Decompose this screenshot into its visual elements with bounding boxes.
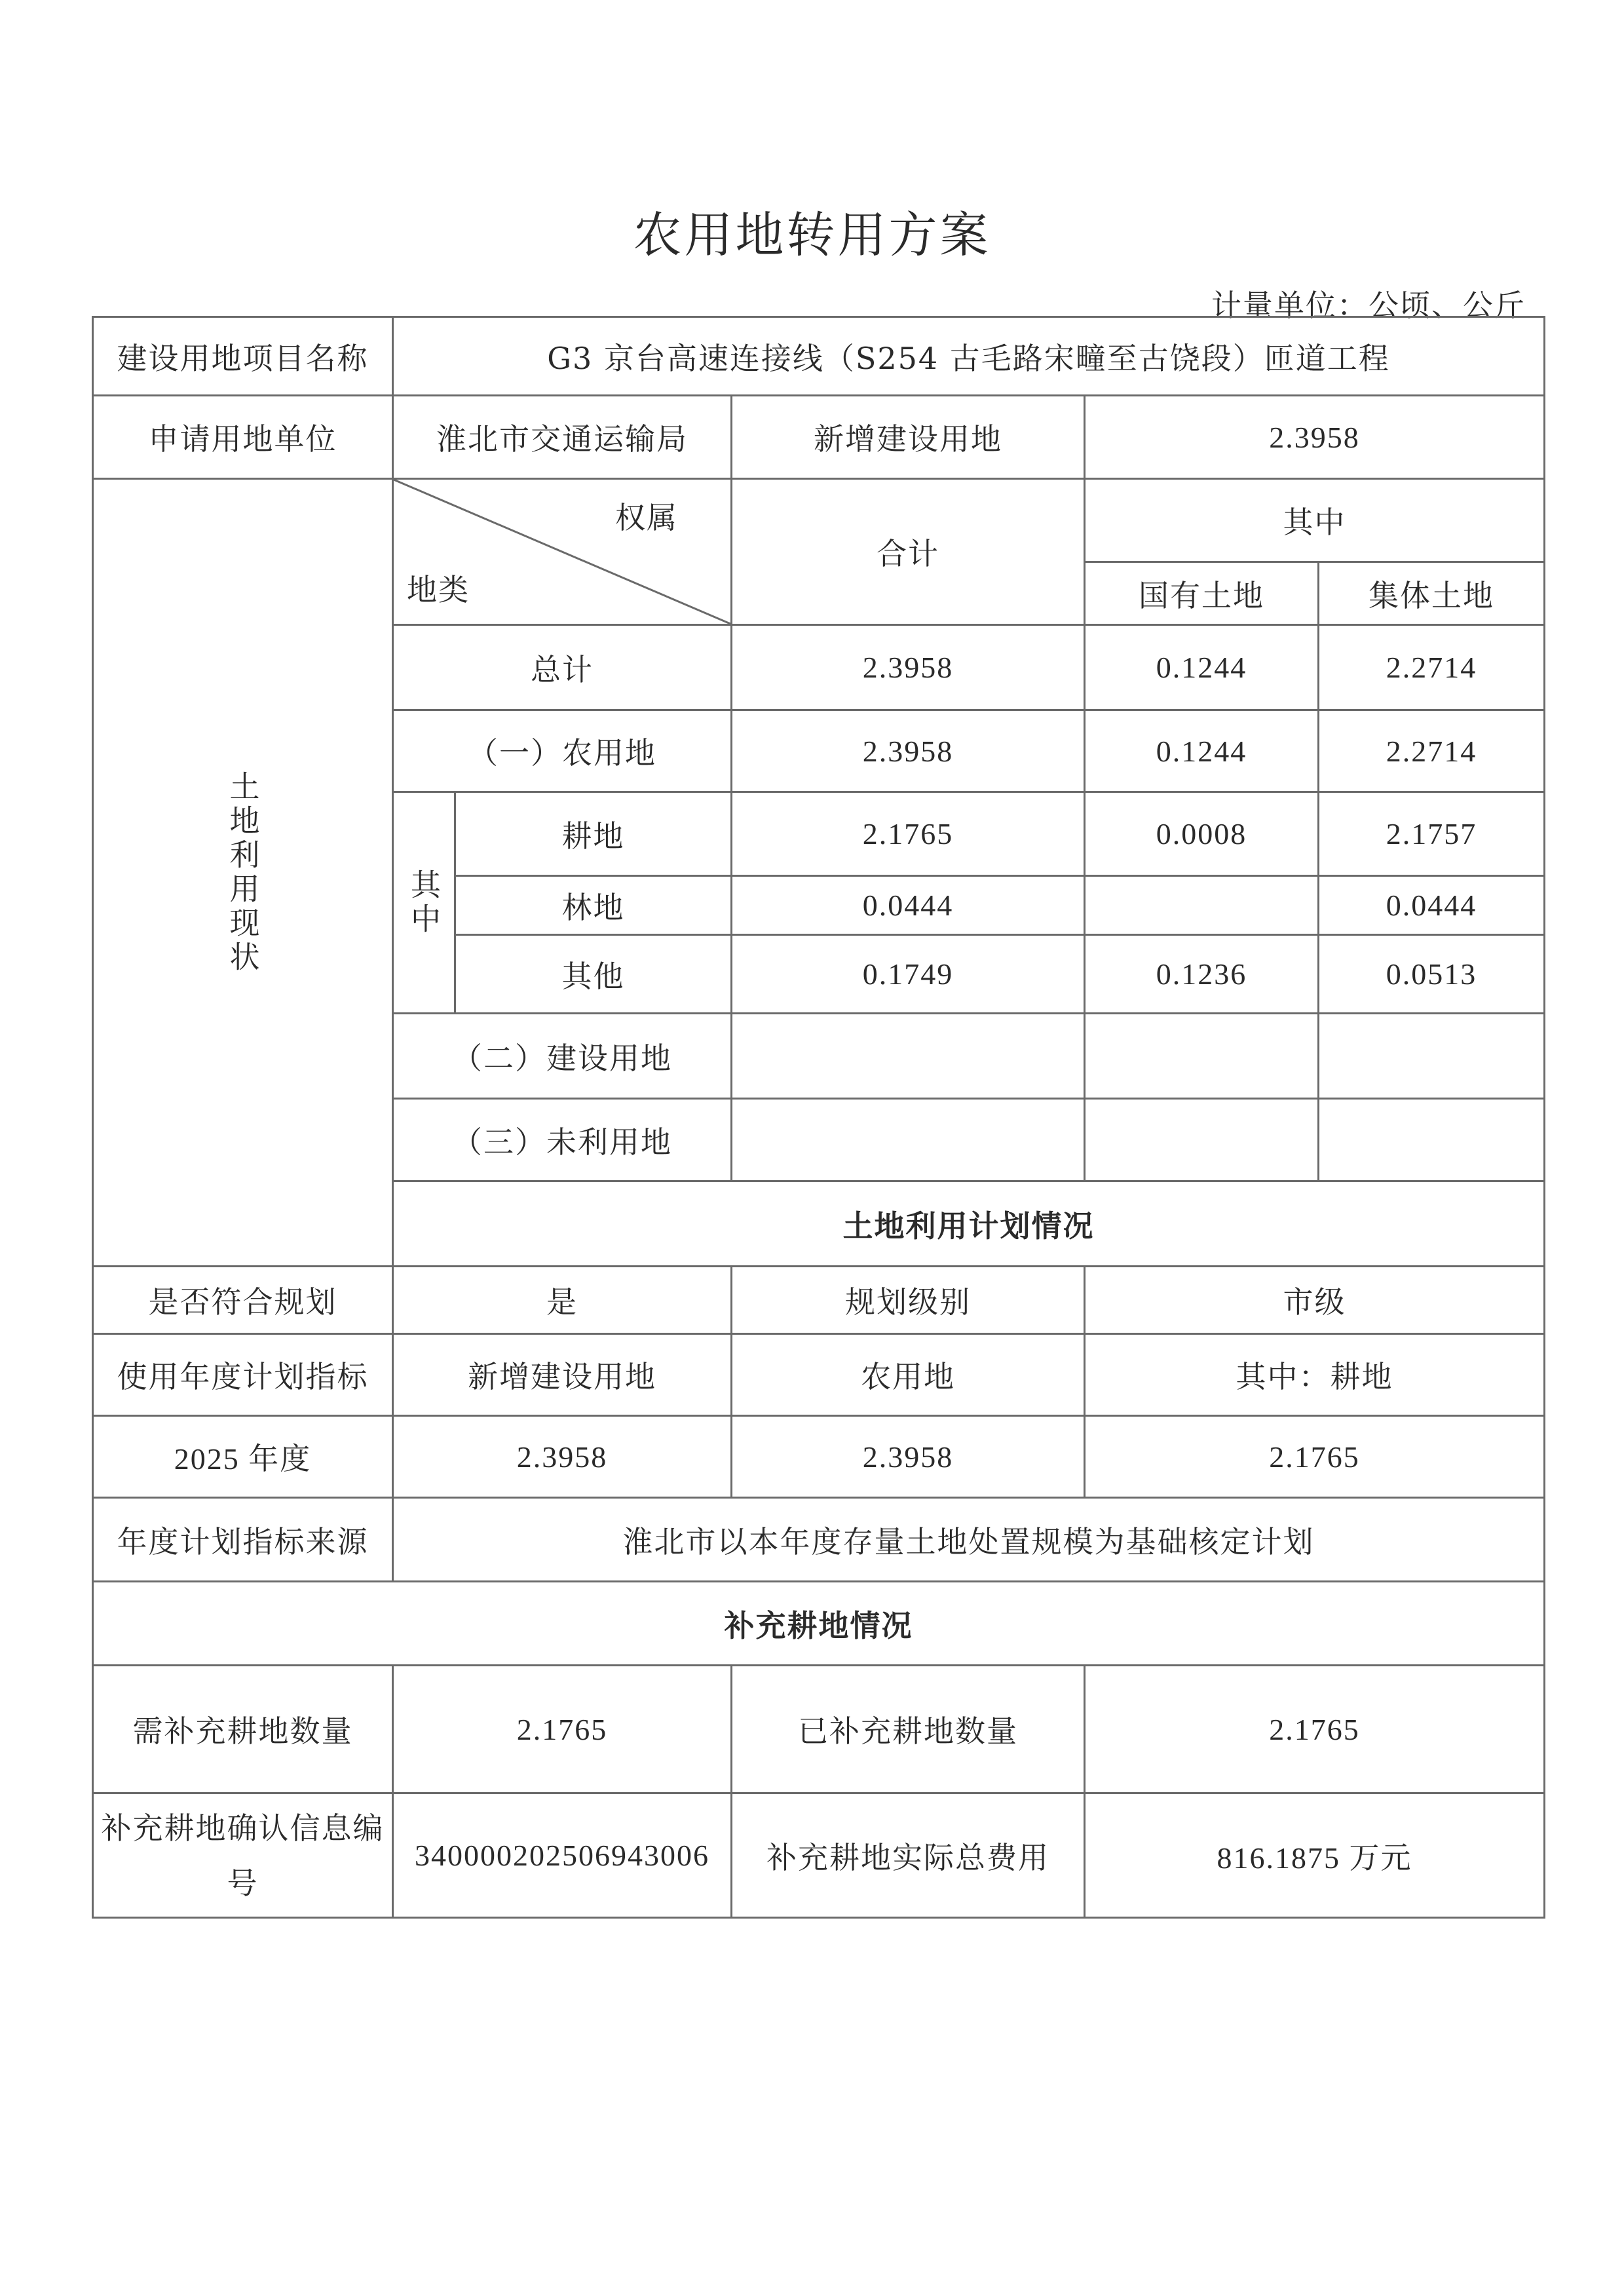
- agri-land-collective: 2.2714: [1319, 710, 1545, 792]
- index-source-label: 年度计划指标来源: [93, 1498, 393, 1582]
- arable-collective: 2.1757: [1319, 792, 1545, 876]
- agri-land-label: （一）农用地: [393, 710, 732, 792]
- applicant-value: 淮北市交通运输局: [393, 396, 732, 479]
- annual-index-agri-header: 农用地: [732, 1334, 1085, 1416]
- grand-total-value: 2.3958: [732, 625, 1085, 710]
- construction-land-collective: [1319, 1014, 1545, 1099]
- year-arable-value: 2.1765: [1085, 1416, 1545, 1498]
- land-conversion-table: [92, 316, 1545, 1919]
- plan-section-title: 土地利用计划情况: [393, 1181, 1545, 1267]
- actual-cost-label: 补充耕地实际总费用: [732, 1793, 1085, 1918]
- forest-state: [1085, 876, 1319, 935]
- plan-level-label: 规划级别: [732, 1267, 1085, 1334]
- grand-total-label: 总计: [393, 625, 732, 710]
- conform-plan-label: 是否符合规划: [93, 1267, 393, 1334]
- grand-total-collective: 2.2714: [1319, 625, 1545, 710]
- done-supplement-label: 已补充耕地数量: [732, 1666, 1085, 1793]
- diagonal-header-cell: [393, 479, 732, 625]
- arable-total: 2.1765: [732, 792, 1085, 876]
- agri-land-state: 0.1244: [1085, 710, 1319, 792]
- need-supplement-value: 2.1765: [393, 1666, 732, 1793]
- other-label: 其他: [455, 935, 732, 1014]
- state-land-header: 国有土地: [1085, 562, 1319, 625]
- page-title: 农用地转用方案: [633, 207, 991, 263]
- year-agri-value: 2.3958: [732, 1416, 1085, 1498]
- index-source-value: 淮北市以本年度存量土地处置规模为基础核定计划: [393, 1498, 1545, 1582]
- unused-land-label: （三）未利用地: [393, 1099, 732, 1181]
- sub-of-which-label: 其中: [406, 868, 442, 937]
- unused-land-state: [1085, 1099, 1319, 1181]
- construction-land-total: [732, 1014, 1085, 1099]
- sub-of-which-cell: [393, 792, 455, 1014]
- need-supplement-label: 需补充耕地数量: [93, 1666, 393, 1793]
- land-status-section: [93, 479, 393, 1267]
- confirm-code-value: 340000202506943006: [393, 1793, 732, 1918]
- annual-index-label: 使用年度计划指标: [93, 1334, 393, 1416]
- collective-land-header: 集体土地: [1319, 562, 1545, 625]
- annual-index-new-header: 新增建设用地: [393, 1334, 732, 1416]
- applicant-label: 申请用地单位: [93, 396, 393, 479]
- year-label: 2025 年度: [93, 1416, 393, 1498]
- land-status-label: 土地利用现状: [225, 770, 261, 975]
- forest-total: 0.0444: [732, 876, 1085, 935]
- new-construction-value: 2.3958: [1085, 396, 1545, 479]
- other-state: 0.1236: [1085, 935, 1319, 1014]
- other-collective: 0.0513: [1319, 935, 1545, 1014]
- year-new-value: 2.3958: [393, 1416, 732, 1498]
- agri-land-total: 2.3958: [732, 710, 1085, 792]
- total-header: 合计: [732, 479, 1085, 625]
- actual-cost-value: 816.1875 万元: [1085, 1793, 1545, 1918]
- arable-label: 耕地: [455, 792, 732, 876]
- supplement-section-title: 补充耕地情况: [93, 1582, 1545, 1666]
- plan-level-value: 市级: [1085, 1267, 1545, 1334]
- landtype-header: 地类: [407, 572, 470, 607]
- forest-label: 林地: [455, 876, 732, 935]
- ownership-header: 权属: [615, 500, 678, 535]
- annual-index-arable-header: 其中：耕地: [1085, 1334, 1545, 1416]
- conform-plan-value: 是: [393, 1267, 732, 1334]
- construction-land-label: （二）建设用地: [393, 1014, 732, 1099]
- unused-land-collective: [1319, 1099, 1545, 1181]
- new-construction-label: 新增建设用地: [732, 396, 1085, 479]
- construction-land-state: [1085, 1014, 1319, 1099]
- grand-total-state: 0.1244: [1085, 625, 1319, 710]
- unused-land-total: [732, 1099, 1085, 1181]
- project-name-value: G3 京台高速连接线（S254 古毛路宋疃至古饶段）匝道工程: [393, 317, 1545, 396]
- unit-note: 计量单位：公顷、公斤: [1211, 288, 1526, 323]
- forest-collective: 0.0444: [1319, 876, 1545, 935]
- project-name-label: 建设用地项目名称: [93, 317, 393, 396]
- done-supplement-value: 2.1765: [1085, 1666, 1545, 1793]
- of-which-header: 其中: [1085, 479, 1545, 562]
- arable-state: 0.0008: [1085, 792, 1319, 876]
- other-total: 0.1749: [732, 935, 1085, 1014]
- confirm-code-label: 补充耕地确认信息编号: [93, 1793, 393, 1918]
